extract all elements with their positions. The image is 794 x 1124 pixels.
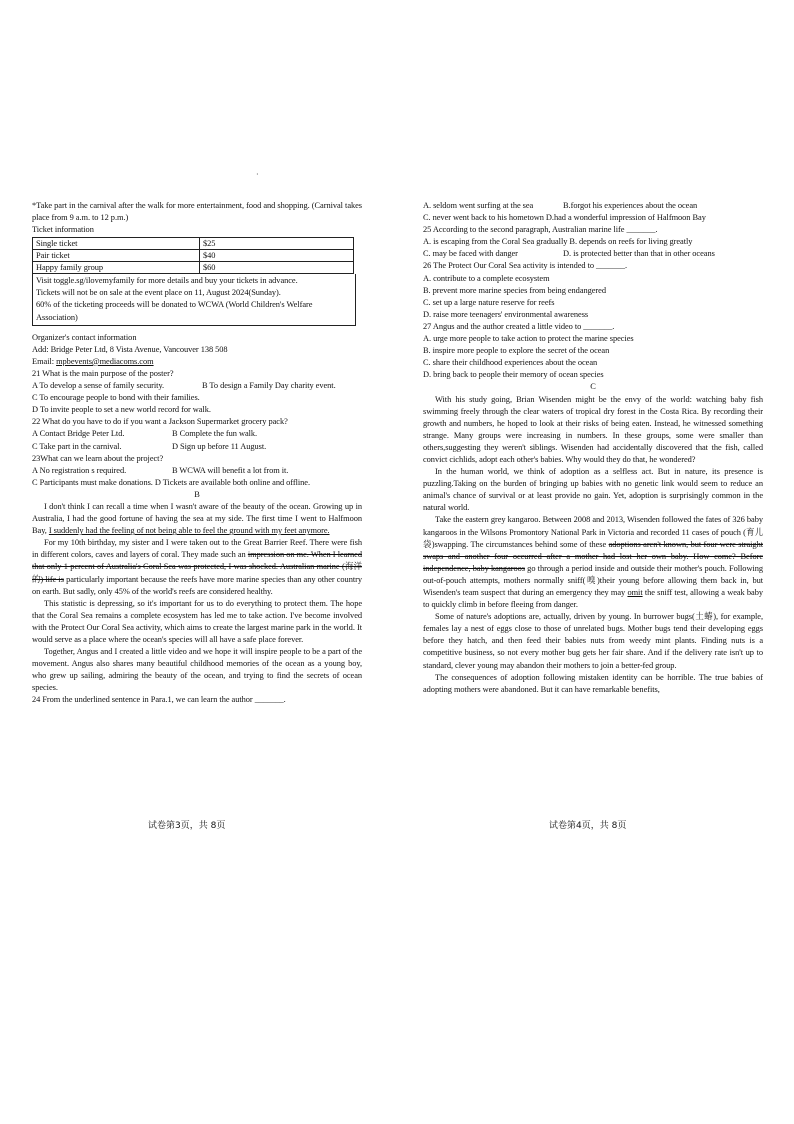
question-21: 21 What is the main purpose of the poster? [32,368,174,378]
table-row [33,250,354,262]
passage-c-para-1: With his study going, Brian Wisenden might be the envy of the world: watching baby fish swimming freely through the clear waters of tropical dry forest in the Costa Rica. By recording their growth and numbers, he hoped to look at their risks of being eaten. Instead, he witnessed something strange. Many groups were increasing in numbers. In these groups, some were smaller than others,suggesting they weren't siblings. Wisenden had accidentally discovered that the fish, called convict cichlids, adopt each other's babies. Why would they do that, he wondered? [423,394,763,464]
ticket-notes [32,274,356,325]
option: A. urge more people to take action to protect the marine species [423,334,634,344]
ticket-table [32,237,354,274]
ticket-price: $60 [200,262,354,274]
ticket-name: Pair ticket [33,250,200,262]
text: For my 10th birthday, my sister and I were taken out to the Great Barrier Reef. There were fish in different colors, caves and layers of coral. They made such an [32,538,362,560]
passage-c-para-3 [423,514,763,611]
q25-options-cd [423,248,763,260]
option: B To design a Family Day charity event. [202,381,336,391]
q22-options-cd [32,441,362,453]
option: A Contact Bridge Peter Ltd. [32,429,125,439]
option: B WCWA will benefit a lot from it. [172,465,289,475]
ticket-price: $40 [200,250,354,262]
passage-b-para-2 [32,537,362,597]
option: D To invite people to set a new world record for walk. [32,405,211,415]
ticket-name: Single ticket [33,238,200,250]
passage-c-para-2: In the human world, we think of adoption as a selfless act. But in nature, its presence is puzzling.Taking on the burden of bringing up babies with no genetic link would seem to reduce an animal's chance of survival or at least provide no gain. Yet, adoption is surprisingly common in the natural world. [423,467,763,513]
email-link[interactable]: mpbevents@mediacoms.com [56,356,154,366]
ticket-price: $25 [200,238,354,250]
passage-b-para-3: This statistic is depressing, so it's important for us to do everything to protect them. The hope that the Coral Sea remains a complete ecosystem has led me to take action. I've become involved with the Protect Our Coral Sea activity, which aims to create the largest marine park in the world. It would serve as a place where the ocean's species will all have a safe place forever. [32,598,362,644]
question-23: 23What can we learn about the project? [32,453,164,463]
underlined-sentence: I suddenly had the feeling of not being able to feel the ground with my feet anymore. [48,526,330,536]
option: D. bring back to people their memory of ocean species [423,370,604,380]
option: B. inspire more people to explore the secret of the ocean [423,346,610,356]
question-25: 25 According to the second paragraph, Australian marine life _______. [423,225,658,235]
ticket-heading: Ticket information [32,225,94,235]
q22-options-ab [32,428,362,440]
option: C To encourage people to bond with their families. [32,393,200,403]
text: I don't think I can recall a time when I wasn't aware of the beauty of the ocean. Growing up in Australia, I had the good fortune of having the sea at my side. The first time I went to Halfmoon Bay, [32,501,362,536]
option: A No registration s required. [32,465,127,475]
page-footer: 试卷第4页，共 8页 [549,821,627,831]
option: C. set up a large nature reserve for reefs [423,297,555,307]
option: C Take part in the carnival. [32,441,122,451]
text: the sniff test, allowing a weak baby to quickly climb in before fleeing from danger. [423,588,764,610]
right-column [423,200,763,696]
carnival-intro: *Take part in the carnival after the walk for more entertainment, food and shopping. (Carnival takes place from 9 a.m. to 12 p.m.) [32,201,362,223]
option: D. is protected better than that in other oceans [563,249,715,259]
option: D Sign up before 11 August. [172,441,267,451]
option: C. never went back to his hometown D.had a wonderful impression of Halfmoon Bay [423,213,706,223]
ticket-note: Tickets will not be on sale at the event place on 11, August 2024(Sunday). [36,288,281,298]
passage-b-para-1 [32,501,362,537]
email-label: Email: [32,356,57,366]
passage-c-para-5: The consequences of adoption following mistaken identity can be horrible. The true babies of adopting mothers were abandoned. But it can have remarkable benefits, [423,672,763,694]
option: B. prevent more marine species from being endangered [423,285,606,295]
option: A. seldom went surfing at the sea [423,201,534,210]
option: A To develop a sense of family security. [32,381,165,391]
text: Take the eastern grey kangaroo. Between 2008 and 2013, Wisenden followed the fates of 326 baby kangaroos in the Wilsons Promontory National Park in Victoria and recorded 11 cases of pouch (育儿袋)swapping. The circumstances behind some of these [423,515,763,549]
section-c-heading: C [590,382,596,392]
option: C. may be faced with danger [423,249,518,259]
option: C Participants must make donations. D Tickets are available both online and offline. [32,477,311,487]
option: B.forgot his experiences about the ocean [563,201,698,210]
q23-options-ab [32,465,362,477]
option: A. contribute to a complete ecosystem [423,273,550,283]
question-22: 22 What do you have to do if you want a Jackson Supermarket grocery pack? [32,417,288,427]
passage-c-para-4: Some of nature's adoptions are, actually, driven by young. In burrower bugs(土蝽), for example, females lay a nest of eggs close to those of unrelated bugs. Mother bugs tend their developing eggs before they hatch, and then feed their babies nuts from weedy mint plants. Finding nuts is a competitive business, so not every mother bug gets her fair share. And if the delivery rate isn't up to standard, clever young may abandon their mothers to join a better-fed group. [423,612,763,670]
q24-options-ab [423,200,763,212]
struck-text: impression on me. When I learned that only 1 percent of Australia's Coral Sea was protected, I was shocked. Australian marine (海洋的) life is [32,550,362,584]
question-24: 24 From the underlined sentence in Para.1, we can learn the author _______. [32,695,286,705]
ticket-name: Happy family group [33,262,200,274]
right-page [397,0,794,1124]
struck-text: adoptions aren't known, but four were straight swaps and another four occurred after a mother had lost her own baby. How come? Before independence, baby kangaroos [423,539,763,573]
table-row [33,238,354,250]
organizer-heading: Organizer's contact information [32,332,137,342]
page-mark: · [256,170,259,179]
option: C. share their childhood experiences about the ocean [423,358,598,368]
option: D. raise more teenagers' environmental awareness [423,309,589,319]
text: go through a period inside and outside their mother's pouch. Following out-of-pouch attempts, mothers normally sniff(嗅)their young before allowing them back in, but Wisenden's team suspect that during an emergency they may [423,563,763,597]
section-b-heading: B [194,489,200,499]
organizer-email [32,356,362,368]
ticket-note: Visit toggle.sg/ilovemyfamily for more details and buy your tickets in advance. [36,276,298,286]
option: A. is escaping from the Coral Sea gradually B. depends on reefs for living greatly [423,237,693,247]
page-footer: 试卷第3页，共 8页 [148,821,226,831]
text: particularly important because the reefs have more marine species than any other country on earth. But sadly, only 45% of the world's reefs are considered healthy. [32,574,362,596]
option: B Complete the fun walk. [172,429,258,439]
ticket-note: 60% of the ticketing proceeds will be donated to WCWA (World Children's Welfare Association) [36,300,313,322]
passage-b-para-4: Together, Angus and I created a little video and we hope it will inspire people to be a part of the movement. Angus also shares many beautiful childhood memories of the ocean as a young boy, who grew up sailing, admiring the beauty of the ocean, and trying to find the secrets of ocean species. [32,647,362,693]
underlined-word: omit [627,588,643,597]
left-column [32,200,362,707]
question-26: 26 The Protect Our Coral Sea activity is intended to _______. [423,261,628,271]
table-row [33,262,354,274]
organizer-address: Add: Bridge Peter Ltd, 8 Vista Avenue, Vancouver 138 508 [32,344,228,354]
question-27: 27 Angus and the author created a little video to _______. [423,321,615,331]
q21-options-ab [32,380,362,392]
